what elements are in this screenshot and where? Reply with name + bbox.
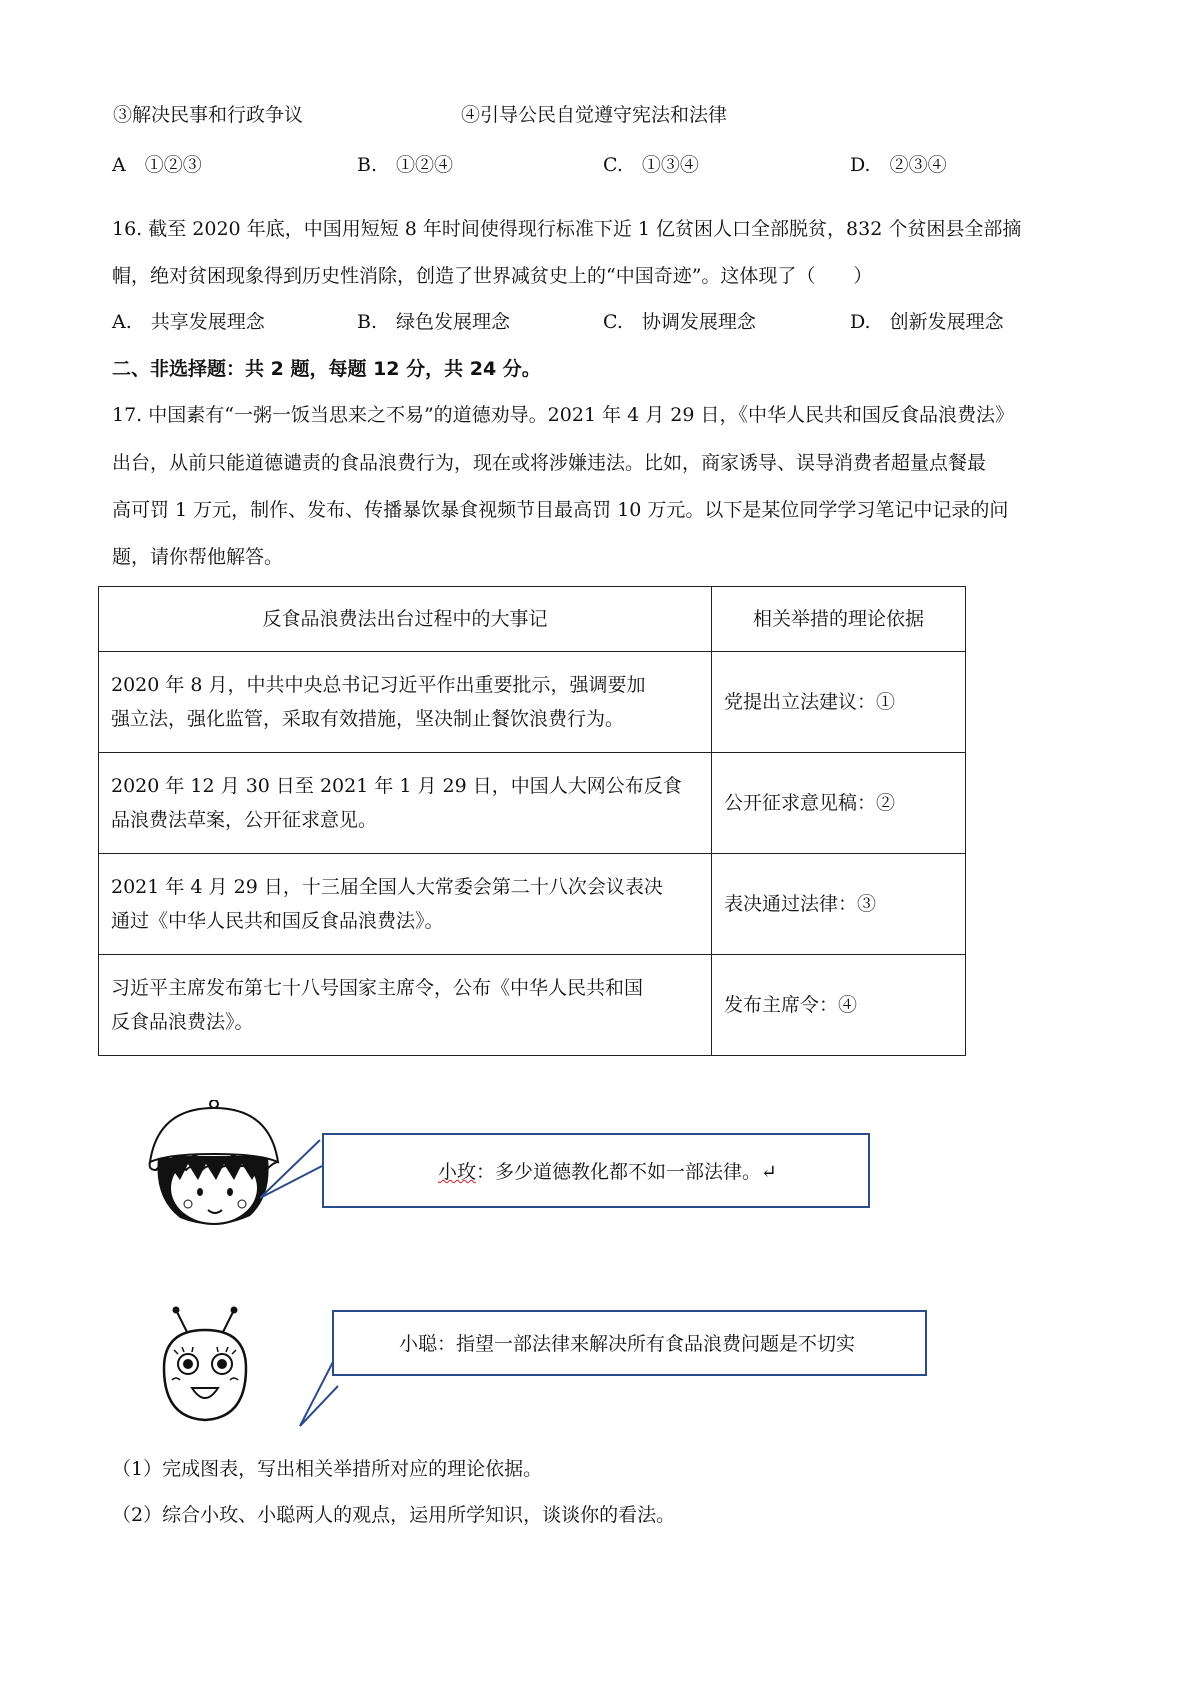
xiaomei-statement: ：多少道德教化都不如一部法律。↵ [476,1161,777,1183]
speech-bubble-xiaocong [332,1310,927,1376]
boy-cartoon-icon [150,1306,260,1426]
event-cell [99,652,712,753]
event-cell [99,753,712,854]
q15-choice-c: C. ①③④ [603,154,699,176]
event-text-line: 强立法，强化监管，采取有效措施，坚决制止餐饮浪费行为。 [111,708,625,730]
q16-stem-line-1: 16. 截至 2020 年底，中国用短短 8 年时间使得现行标准下近 1 亿贫困人口全部脱贫，832 个贫困县全部摘 [112,218,1022,240]
table-row [99,955,966,1056]
table-header-basis: 相关举措的理论依据 [712,587,966,652]
q15-choice-d: D. ②③④ [850,154,947,176]
section-2-heading: 二、非选择题：共 2 题，每题 12 分，共 24 分。 [112,358,541,380]
event-text-line: 通过《中华人民共和国反食品浪费法》。 [111,910,444,932]
sub-question-2: （2）综合小玫、小聪两人的观点，运用所学知识，谈谈你的看法。 [112,1504,676,1526]
event-cell [99,854,712,955]
option-4: ④引导公民自觉遵守宪法和法律 [461,104,728,126]
law-events-table [98,586,966,1056]
event-text-line: 2020 年 8 月，中共中央总书记习近平作出重要批示，强调要加 [111,674,646,696]
event-text-line: 习近平主席发布第七十八号国家主席令，公布《中华人民共和国 [111,977,644,999]
q17-stem-line-2: 出台，从前只能道德谴责的食品浪费行为，现在或将涉嫌违法。比如，商家诱导、误导消费者超量点餐最 [112,452,987,474]
q16-choice-d: D. 创新发展理念 [850,311,1004,333]
q16-choice-a: A. 共享发展理念 [112,311,265,333]
event-text-line: 2020 年 12 月 30 日至 2021 年 1 月 29 日，中国人大网公布反食 [111,775,682,797]
q16-choice-c: C. 协调发展理念 [603,311,756,333]
table-row [99,652,966,753]
speaker-name-xiaomei: 小玫 [438,1161,477,1183]
table-row [99,854,966,955]
q17-stem-line-1: 17. 中国素有“一粥一饭当思来之不易”的道德劝导。2021 年 4 月 29 日，《中华人民共和国反食品浪费法》 [112,404,1015,426]
option-3: ③解决民事和行政争议 [113,104,304,126]
table-header-events: 反食品浪费法出台过程中的大事记 [99,587,712,652]
sub-question-1: （1）完成图表，写出相关举措所对应的理论依据。 [112,1458,543,1480]
basis-cell: 发布主席令：④ [712,955,966,1056]
basis-cell: 表决通过法律：③ [712,854,966,955]
basis-cell: 党提出立法建议：① [712,652,966,753]
q15-choice-b: B. ①②④ [357,154,454,176]
q17-stem-line-4: 题，请你帮他解答。 [112,546,284,568]
q16-choice-b: B. 绿色发展理念 [357,311,511,333]
table-row [99,753,966,854]
table-header-row [99,587,966,652]
q15-choice-a: A ①②③ [112,154,202,176]
event-cell [99,955,712,1056]
event-text-line: 2021 年 4 月 29 日，十三届全国人大常委会第二十八次会议表决 [111,876,663,898]
event-text-line: 品浪费法草案，公开征求意见。 [111,809,378,831]
q16-stem-line-2: 帽，绝对贫困现象得到历史性消除，创造了世界减贫史上的“中国奇迹”。这体现了（ ） [112,265,873,287]
q17-stem-line-3: 高可罚 1 万元，制作、发布、传播暴饮暴食视频节目最高罚 10 万元。以下是某位同学学习笔记中记录的问 [112,499,1009,521]
speech-bubble-xiaomei [322,1133,870,1208]
basis-cell: 公开征求意见稿：② [712,753,966,854]
event-text-line: 反食品浪费法》。 [111,1011,254,1033]
xiaocong-statement: 小聪：指望一部法律来解决所有食品浪费问题是不切实 [399,1333,856,1355]
